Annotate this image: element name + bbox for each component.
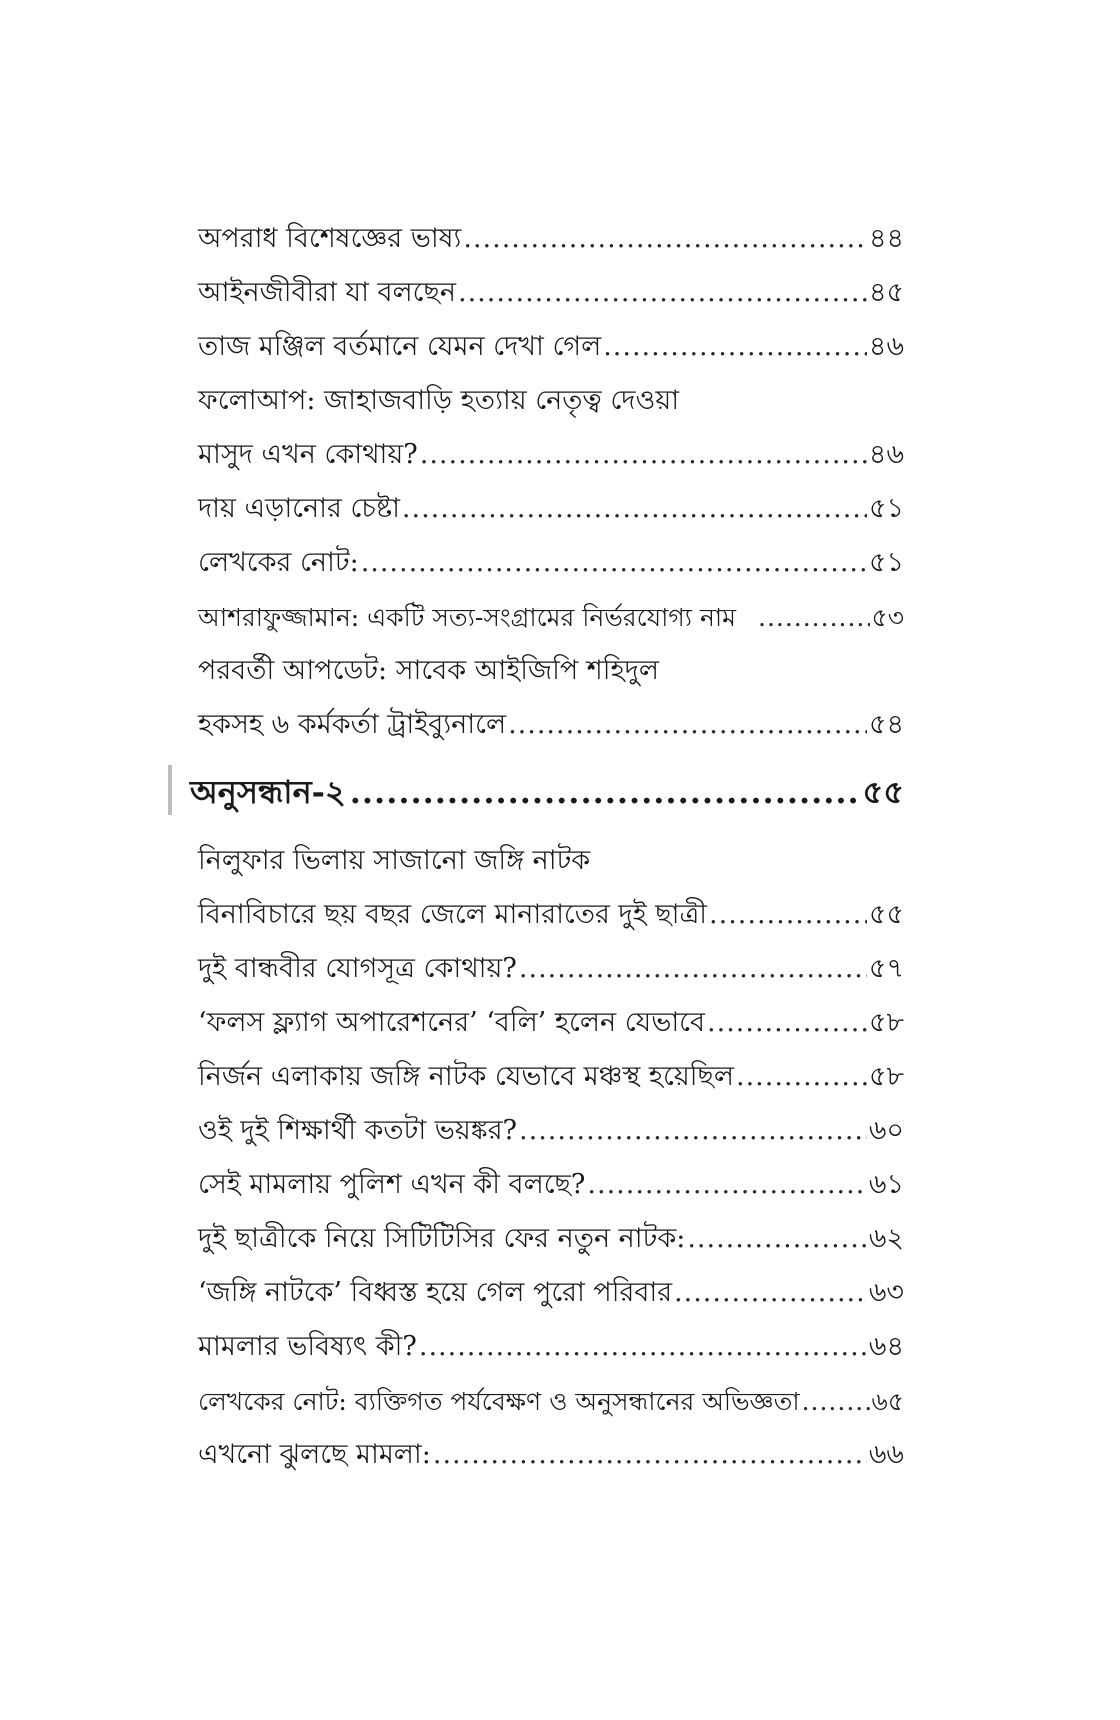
leader-dots — [674, 1279, 867, 1306]
toc-entry-title: লেখকের নোট: — [198, 547, 359, 578]
leader-dots — [361, 549, 867, 576]
toc-entry-title: পরবর্তী আপডেট: সাবেক আইজিপি শহিদুল — [198, 655, 659, 686]
toc-entry-page: ৫১ — [868, 547, 904, 578]
toc-entry-title: আইনজীবীরা যা বলছেন — [198, 277, 456, 308]
toc-entry-title: অপরাধ বিশেষজ্ঞের ভাষ্য — [198, 223, 462, 254]
toc-entry[interactable] — [198, 212, 904, 252]
leader-dots — [350, 776, 859, 808]
toc-entry-page: ৫৫ — [868, 899, 904, 930]
leader-dots — [519, 1117, 867, 1144]
toc-entry-title: তাজ মঞ্জিল বর্তমানে যেমন দেখা গেল — [198, 331, 602, 362]
toc-entry[interactable] — [198, 428, 904, 468]
leader-dots — [709, 901, 867, 928]
toc-entry-title: দুই বান্ধবীর যোগসূত্র কোথায়? — [198, 953, 517, 984]
toc-entry[interactable] — [198, 590, 904, 630]
toc-entry-title: হকসহ ৬ কর্মকর্তা ট্রাইব্যুনালে — [198, 709, 507, 740]
toc-entry-title: ‘ফলস ফ্ল্যাগ অপারেশনের’ ‘বলি’ হলেন যেভাবে — [198, 1007, 706, 1038]
toc-entry[interactable] — [198, 1428, 904, 1468]
toc-entry-title: মামলার ভবিষ্যৎ কী? — [198, 1331, 417, 1362]
toc-entry[interactable] — [198, 482, 904, 522]
toc-entry-title: ‘জঙ্গি নাটকে’ বিধ্বস্ত হয়ে গেল পুরো পরিবার — [198, 1277, 673, 1308]
leader-dots — [458, 279, 867, 306]
toc-entry-title: দুই ছাত্রীকে নিয়ে সিটিটিসির ফের নতুন নাটক: — [198, 1223, 686, 1254]
toc-entry-page: ৫৪ — [868, 709, 904, 740]
toc-entry-title: মাসুদ এখন কোথায়? — [198, 439, 418, 470]
toc-entry-continued[interactable] — [198, 834, 904, 874]
toc-entry[interactable] — [198, 942, 904, 982]
leader-dots — [519, 955, 867, 982]
toc-entry[interactable] — [198, 1212, 904, 1252]
toc-section-heading[interactable] — [190, 762, 904, 811]
toc-entry-page: ৫৮ — [868, 1061, 904, 1092]
leader-dots — [736, 1063, 867, 1090]
leader-dots — [687, 1225, 867, 1252]
toc-entry-page: ৫১ — [868, 493, 904, 524]
toc-entry-title: দায় এড়ানোর চেষ্টা — [198, 493, 400, 524]
toc-entry[interactable] — [198, 1320, 904, 1360]
toc-entry-page: ৫৭ — [868, 953, 904, 984]
toc-entry-title: ফলোআপ: জাহাজবাড়ি হত্যায় নেতৃত্ব দেওয়া — [198, 385, 680, 416]
toc-entry-page: ৬৩ — [868, 1277, 904, 1308]
section-marker-bar — [168, 765, 172, 815]
toc-entry[interactable] — [198, 320, 904, 360]
leader-dots — [402, 495, 867, 522]
toc-entry[interactable] — [198, 698, 904, 738]
leader-dots — [433, 1441, 867, 1468]
toc-entry-page: ৬০ — [868, 1115, 904, 1146]
leader-dots — [420, 441, 867, 468]
leader-dots — [463, 225, 867, 252]
toc-entry-title: সেই মামলায় পুলিশ এখন কী বলছে? — [198, 1169, 586, 1200]
toc-entry-page: ৫৩ — [871, 603, 904, 632]
toc-entry-page: ৬৬ — [868, 1439, 904, 1470]
toc-entry-continued[interactable] — [198, 374, 904, 414]
toc-entry[interactable] — [198, 1050, 904, 1090]
toc-entry-title: ওই দুই শিক্ষার্থী কতটা ভয়ঙ্কর? — [198, 1115, 518, 1146]
toc-entry-page: ৬৫ — [871, 1387, 904, 1416]
toc-entry[interactable] — [198, 1158, 904, 1198]
leader-dots — [587, 1171, 867, 1198]
section-title: অনুসন্ধান-২ — [190, 773, 346, 811]
toc-entry-page: ৫৮ — [868, 1007, 904, 1038]
toc-entry-title: আশরাফুজ্জামান: একটি সত্য-সংগ্রামের নির্ভরযোগ্য নাম — [198, 603, 736, 632]
toc-entry[interactable] — [198, 536, 904, 576]
toc-entry[interactable] — [198, 996, 904, 1036]
toc-entry-page: ৪৬ — [868, 331, 904, 362]
toc-entry[interactable] — [198, 1266, 904, 1306]
leader-dots — [603, 333, 867, 360]
leader-dots — [802, 1389, 870, 1414]
leader-dots — [419, 1333, 867, 1360]
toc-entry-page: ৪৬ — [868, 439, 904, 470]
toc-entry[interactable] — [198, 266, 904, 306]
leader-dots — [508, 711, 867, 738]
toc-entry-continued[interactable] — [198, 644, 904, 684]
toc-entry-page: ৬৪ — [868, 1331, 904, 1362]
leader-dots — [707, 1009, 867, 1036]
toc-entry-title: নিলুফার ভিলায় সাজানো জঙ্গি নাটক — [198, 845, 591, 876]
toc-entry-page: ৪৫ — [868, 277, 904, 308]
section-page: ৫৫ — [862, 773, 904, 811]
toc-entry[interactable] — [198, 1374, 904, 1414]
toc-entry-title: নির্জন এলাকায় জঙ্গি নাটক যেভাবে মঞ্চস্থ হয়েছিল — [198, 1061, 734, 1092]
toc-entry-page: ৬১ — [868, 1169, 904, 1200]
toc-entry[interactable] — [198, 888, 904, 928]
toc-entry-page: ৪৪ — [868, 223, 904, 254]
toc-entry-title: এখনো ঝুলছে মামলা: — [198, 1439, 431, 1470]
leader-dots — [758, 605, 870, 630]
toc-entry-title: বিনাবিচারে ছয় বছর জেলে মানারাতের দুই ছাত্রী — [198, 899, 708, 930]
toc-entry[interactable] — [198, 1104, 904, 1144]
toc-entry-title: লেখকের নোট: ব্যক্তিগত পর্যবেক্ষণ ও অনুসন্ধানের অভিজ্ঞতা — [198, 1387, 800, 1416]
toc-entry-page: ৬২ — [868, 1223, 904, 1254]
